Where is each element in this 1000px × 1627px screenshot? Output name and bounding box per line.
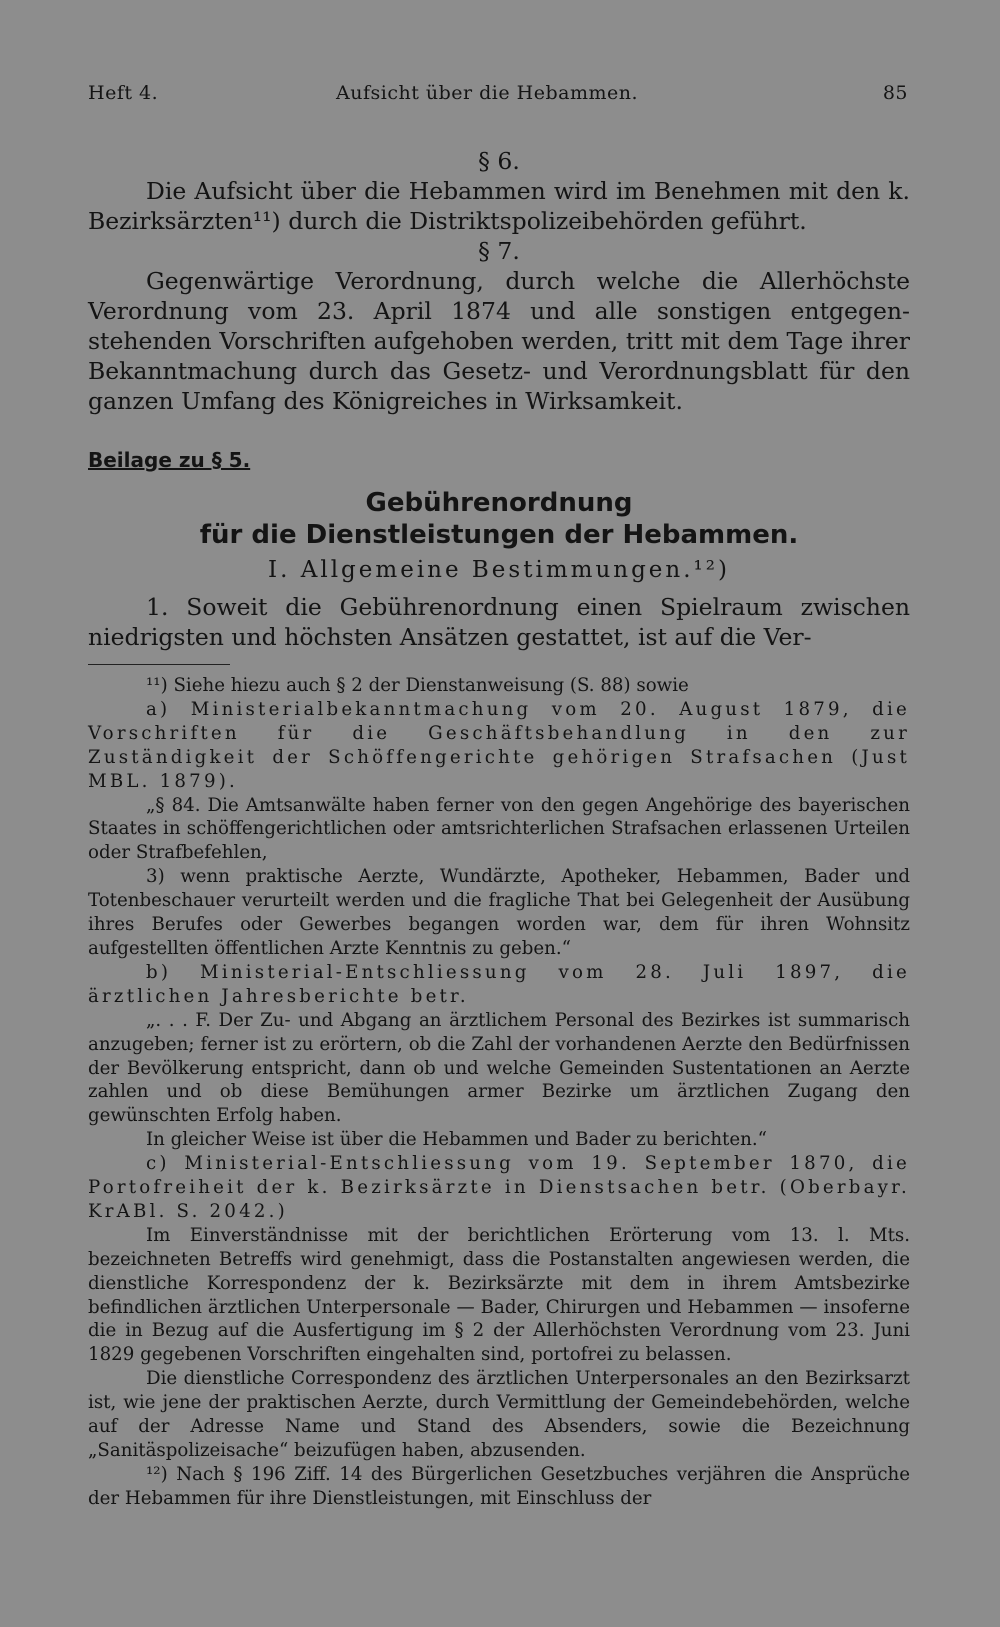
item-1-text: 1. Soweit die Gebührenordnung einen Spielraum zwischen niedrigsten und höchsten Ansätzen gestattet, ist auf die Ver- <box>88 593 910 651</box>
appendix-label: Beilage zu § 5. <box>88 448 251 472</box>
title-line-2: für die Dienstleistungen der Hebammen. <box>199 520 799 550</box>
footnote-11-intro: ¹¹) Siehe hiezu auch § 2 der Dienstanweisung (S. 88) sowie <box>146 675 689 696</box>
footnote-a-label: a) Ministerialbekanntmachung vom 20. August 1879, die Vorschriften für die Geschäftsbehandlung in den zur Zuständigkeit der Schöffengerichte gehörigen Strafsachen (Just MBL. 1879). <box>88 698 910 792</box>
footnote-b-label: b) Ministerial-Entschliessung vom 28. Juli 1897, die ärztlichen Jahresberichte betr. <box>88 961 910 1007</box>
fee-schedule-title <box>88 487 910 551</box>
footnote-b-quote-1: „. . . F. Der Zu- und Abgang an ärztlichem Personal des Bezirkes ist summarisch anzugeben; ferner ist zu erörtern, ob die Zahl der vorhandenen Aerzte den Bedürfnissen der Bevölkerung entspricht, dann ob und welche Gemeinden Sustentationen an Aerzte zahlen und ob diese Bemühungen armer Bezirke um ärztlichen Zugang den gewünschten Erfolg haben. <box>88 1009 910 1127</box>
footnote-a-quote-2: 3) wenn praktische Aerzte, Wundärzte, Apotheker, Hebammen, Bader und Totenbeschauer verurteilt werden und die fragliche That bei Gelegenheit der Ausübung ihres Berufes oder Gewerbes begangen worden war, dem für ihren Wohnsitz aufgestellten öffentlichen Arzte Kenntnis zu geben.“ <box>88 866 910 959</box>
section-heading: I. Allgemeine Bestimmungen.¹²) <box>268 557 730 583</box>
section-7-text: Gegenwärtige Verordnung, durch welche die Allerhöchste Verordnung vom 23. April 1874 und alle sonstigen entgegen-stehenden Vorschriften aufgehoben werden, tritt mit dem Tage ihrer Bekanntmachung durch das Gesetz- und Verordnungsblatt für den ganzen Umfang des Königreiches in Wirksamkeit. <box>88 267 910 415</box>
footnote-12: ¹²) Nach § 196 Ziff. 14 des Bürgerlichen Gesetzbuches verjähren die Ansprüche der Hebammen für ihre Dienstleistungen, mit Einschluss der <box>88 1463 910 1509</box>
footnote-a-quote-1: „§ 84. Die Amtsanwälte haben ferner von den gegen Angehörige des bayerischen Staates in schöffengerichtlichen oder amtsrichterlichen Strafsachen erlassenen Urteilen oder Strafbefehlen, <box>88 794 910 864</box>
main-text-continued <box>88 592 910 652</box>
title-line-1: Gebührenordnung <box>365 488 633 518</box>
section-6-text: Die Aufsicht über die Hebammen wird im Benehmen mit den k. Bezirksärzten¹¹) durch die Distriktspolizeibehörden geführt. <box>88 177 910 235</box>
running-title: Aufsicht über die Hebammen. <box>336 82 639 104</box>
footnote-c-text-1: Im Einverständnisse mit der berichtlichen Erörterung vom 13. l. Mts. bezeichneten Betreffs wird genehmigt, dass die Postanstalten angewiesen werden, die dienstliche Korrespondenz der k. Bezirksärzte mit dem in ihrem Amtsbezirke befindlichen ärztlichen Unterpersonale — Bader, Chirurgen und Hebammen — insoferne die in Bezug auf die Ausfertigung im § 2 der Allerhöchsten Verordnung vom 23. Juni 1829 gegebenen Vorschriften eingehalten sind, portofrei zu belassen. <box>88 1224 910 1366</box>
section-7-heading: § 7. <box>478 237 520 265</box>
section-6-heading: § 6. <box>478 147 520 175</box>
footnote-divider <box>88 664 230 665</box>
footnote-c-text-2: Die dienstliche Correspondenz des ärztlichen Unterpersonales an den Bezirksarzt ist, wie jene der praktischen Aerzte, durch Vermittlung der Gemeindebehörden, welche auf der Adresse Name und Stand des Absenders, sowie die Bezeichnung „Sanitäspolizeisache“ beizufügen haben, abzusenden. <box>88 1368 910 1461</box>
footnote-b-quote-2: In gleicher Weise ist über die Hebammen und Bader zu berichten.“ <box>146 1129 767 1151</box>
footnote-c-label: c) Ministerial-Entschliessung vom 19. September 1870, die Portofreiheit der k. Bezirksärzte in Dienstsachen betr. (Oberbayr. KrABl. S. 2042.) <box>88 1153 910 1222</box>
issue-number: Heft 4. <box>88 82 159 104</box>
page-number: 85 <box>882 82 908 104</box>
main-text <box>88 146 910 416</box>
running-header <box>88 82 908 112</box>
footnotes <box>88 674 910 1511</box>
